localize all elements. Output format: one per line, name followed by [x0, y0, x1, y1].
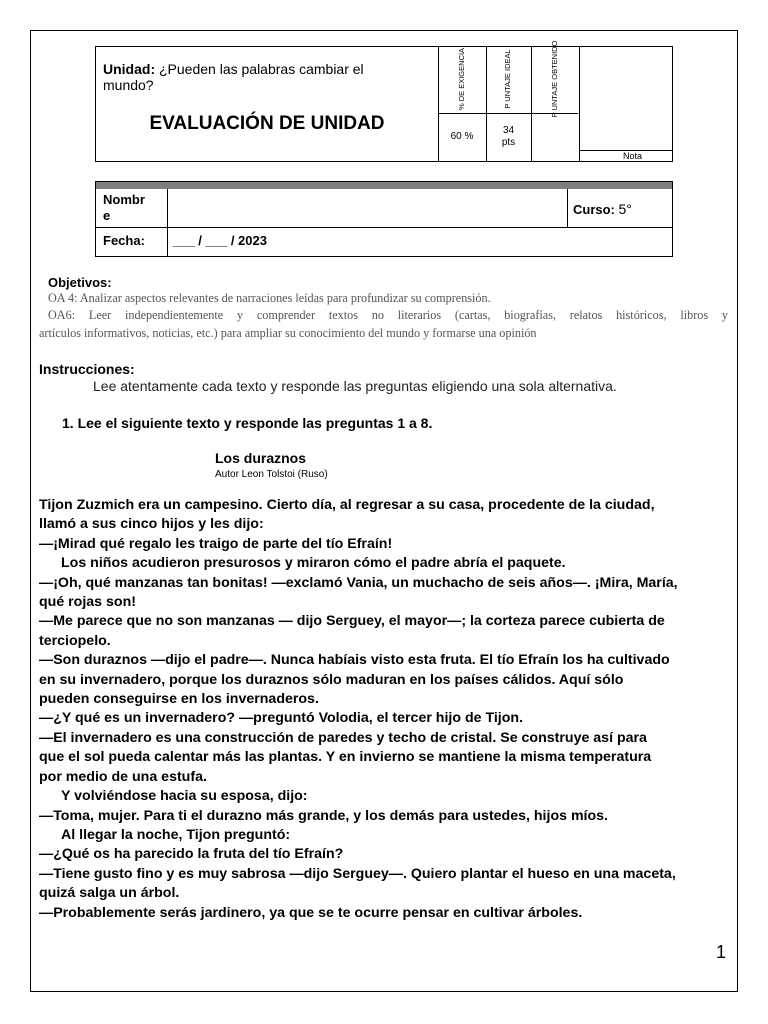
instructions-text: Lee atentamente cada texto y responde las preguntas eligiendo una sola alternativa.	[93, 378, 617, 394]
instructions-heading: Instrucciones:	[39, 361, 135, 377]
story-line: Al llegar la noche, Tijon preguntó:	[61, 826, 291, 843]
story-line: —Son duraznos —dijo el padre—. Nunca habíais visto esta fruta. El tío Efraín los ha cultivado	[39, 652, 670, 669]
story-line: pueden conseguirse en los invernaderos.	[39, 691, 319, 708]
column-divider	[567, 189, 568, 227]
story-author: Autor Leon Tolstoi (Ruso)	[215, 469, 328, 480]
story-title: Los duraznos	[215, 450, 307, 466]
puntaje-obtenido-header: P UNTAJE OBTENIDO	[550, 40, 559, 118]
name-field[interactable]	[168, 190, 566, 226]
story-line: —Me parece que no son manzanas — dijo Serguey, el mayor—; la corteza parece cubierta de	[39, 613, 665, 630]
name-label: Nombr e	[103, 192, 145, 223]
date-field[interactable]: ___ / ___ / 2023	[173, 233, 267, 248]
puntaje-ideal-header: P UNTAJE IDEAL	[503, 49, 512, 109]
date-label: Fecha:	[103, 233, 145, 248]
story-line: —El invernadero es una construcción de paredes y techo de cristal. Se construye así para	[39, 729, 647, 746]
story-text	[39, 496, 725, 923]
story-line: que el sol pueda calentar más las plantas. Y en invierno se mantiene la misma temperatura	[39, 749, 652, 766]
nota-label: Nota	[622, 151, 642, 161]
story-line: Y volviéndose hacia su esposa, dijo:	[61, 788, 308, 805]
objective-oa6-line1: OA6: Leer independientemente y comprender textos no literarios (cartas, biografías, relatos históricos, libros y	[48, 308, 728, 322]
column-divider	[579, 47, 580, 161]
story-line: llamó a sus cinco hijos y les dijo:	[39, 516, 264, 533]
story-line: qué rojas son!	[39, 594, 136, 611]
shaded-bar	[96, 182, 672, 189]
story-line: Tijon Zuzmich era un campesino. Cierto día, al regresar a su casa, procedente de la ciudad,	[39, 497, 655, 513]
story-line: en su invernadero, porque los duraznos sólo maduran en los países cálidos. Aquí sólo	[39, 671, 624, 688]
question-1-prompt: 1. Lee el siguiente texto y responde las preguntas 1 a 8.	[62, 415, 433, 431]
unit-header-table	[95, 40, 673, 162]
story-line: terciopelo.	[39, 632, 111, 649]
exigencia-header: % DE EXIGENCIA	[457, 47, 466, 111]
evaluation-title: EVALUACIÓN DE UNIDAD	[149, 113, 385, 134]
story-line: —¡Oh, qué manzanas tan bonitas! —exclamó Vania, un muchacho de seis años—. ¡Mira, María,	[39, 574, 678, 591]
story-line: quizá salga un árbol.	[39, 885, 180, 902]
page-number: 1	[716, 942, 727, 962]
story-line: Los niños acudieron presurosos y miraron cómo el padre abría el paquete.	[61, 555, 566, 572]
objective-oa4: OA 4: Analizar aspectos relevantes de narraciones leídas para profundizar su comprensión.	[48, 291, 491, 305]
puntaje-ideal-value: 34 pts	[501, 125, 516, 148]
exigencia-value: 60 %	[450, 131, 474, 142]
story-line: —¿Qué os ha parecido la fruta del tío Efraín?	[39, 846, 344, 863]
student-info-table	[95, 181, 673, 257]
row-divider	[96, 227, 672, 228]
objectives-heading: Objetivos:	[48, 275, 112, 290]
story-line: —Probablemente serás jardinero, ya que se te ocurre pensar en cultivar árboles.	[39, 904, 583, 921]
story-line: —¡Mirad qué regalo les traigo de parte del tío Efraín!	[39, 535, 393, 552]
story-line: por medio de una estufa.	[39, 768, 207, 785]
story-line: —Toma, mujer. Para ti el durazno más grande, y los demás para ustedes, hijos míos.	[39, 807, 608, 824]
unit-title: Unidad: ¿Pueden las palabras cambiar el mundo?	[103, 61, 364, 93]
story-line: —¿Y qué es un invernadero? —preguntó Volodia, el tercer hijo de Tijon.	[39, 710, 524, 727]
course-label: Curso: 5°	[573, 201, 632, 217]
story-line: —Tiene gusto fino y es muy sabrosa —dijo Serguey—. Quiero plantar el hueso en una maceta,	[39, 865, 676, 882]
objective-oa6-line2: artículos informativos, noticias, etc.) para ampliar su conocimiento del mundo y formarse una opinión	[39, 326, 537, 340]
